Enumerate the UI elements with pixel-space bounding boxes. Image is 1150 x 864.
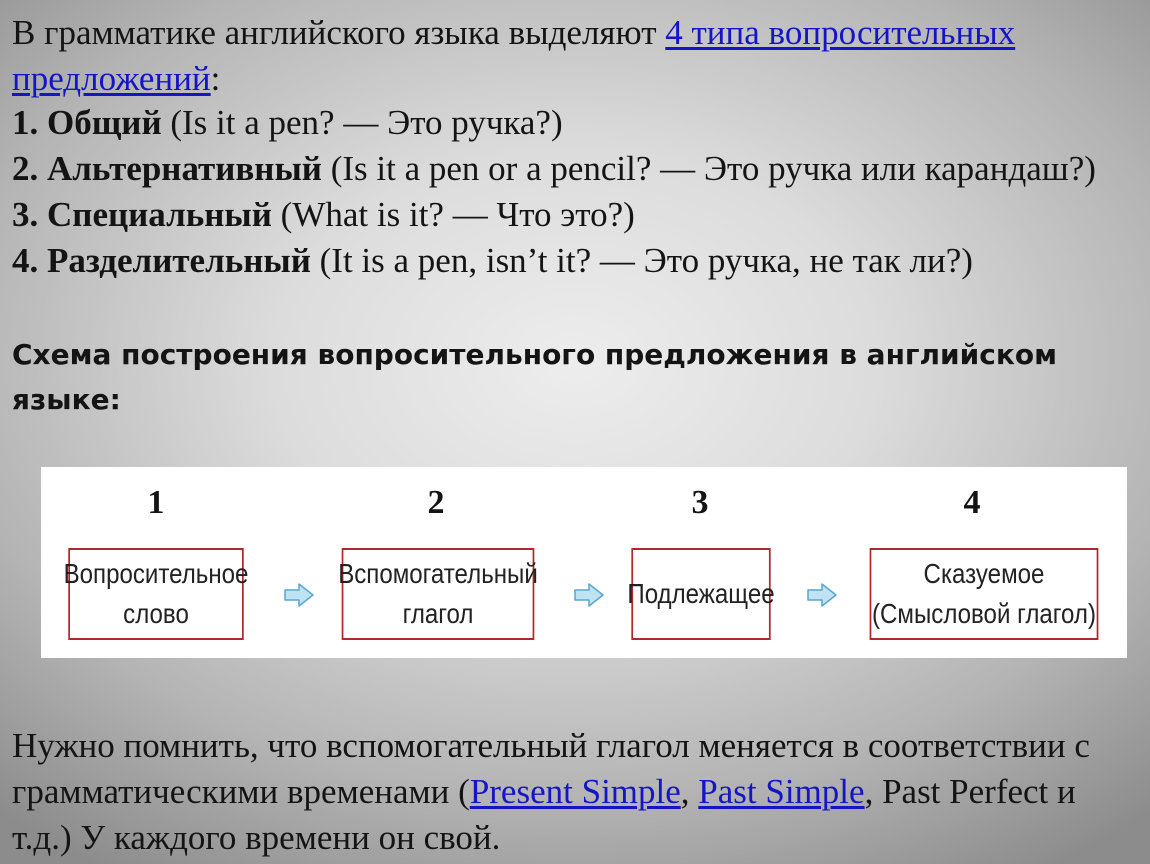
past-simple-link[interactable]: Past Simple — [698, 772, 865, 811]
question-types-list — [12, 100, 1132, 284]
step-label: (Смысловой глагол) — [872, 598, 1096, 629]
right-arrow-icon — [574, 583, 604, 607]
question-type-disjunctive — [12, 238, 1132, 284]
type-example: (It is a pen, isn’t it? — Это ручка, не так ли?) — [310, 241, 973, 280]
question-type-special — [12, 192, 1132, 238]
type-example: (Is it a pen? — Это ручка?) — [161, 103, 563, 142]
type-example: (Is it a pen or a pencil? — Это ручка или карандаш?) — [321, 149, 1096, 188]
step-label: Вспомогательный — [338, 558, 538, 589]
footer-separator: , — [680, 772, 699, 811]
type-term: 2. Альтернативный — [12, 149, 322, 188]
type-term: 4. Разделительный — [12, 241, 311, 280]
intro-colon: : — [210, 59, 221, 98]
right-arrow-icon — [284, 583, 314, 607]
step-label: Вопросительное — [63, 558, 249, 589]
footer-note — [12, 723, 1132, 861]
word-order-diagram — [41, 467, 1127, 658]
step-number: 4 — [963, 484, 981, 521]
type-example: (What is it? — Что это?) — [271, 195, 635, 234]
step-box-auxiliary-verb — [338, 548, 538, 640]
step-label: Сказуемое — [923, 558, 1045, 589]
step-label: глагол — [402, 598, 474, 629]
type-term: 3. Специальный — [12, 195, 272, 234]
step-number: 3 — [691, 484, 709, 521]
intro-text: В грамматике английского языка выделяют — [12, 13, 666, 52]
question-type-general — [12, 100, 1132, 146]
step-box-question-word — [63, 548, 249, 640]
step-label: Подлежащее — [627, 578, 775, 609]
type-term: 1. Общий — [12, 103, 162, 142]
question-types-link[interactable]: 4 типа вопросительных предложений — [12, 13, 1016, 98]
right-arrow-icon — [807, 583, 837, 607]
question-type-alternative — [12, 146, 1132, 192]
scheme-title: Схема построения вопросительного предложения в английском языке: — [12, 338, 1058, 416]
step-number: 1 — [147, 484, 165, 521]
step-box-subject — [627, 548, 775, 640]
step-box-predicate — [870, 548, 1099, 640]
step-number: 2 — [427, 484, 445, 521]
footer-text: Нужно помнить, что вспомогательный глагол меняется в соответствии с грамматическими временами ( — [12, 726, 1090, 811]
intro-paragraph — [12, 10, 1132, 102]
present-simple-link[interactable]: Present Simple — [469, 772, 681, 811]
step-label: слово — [123, 598, 189, 629]
footer-text: , Past Perfect и т.д.) У каждого времени он свой. — [12, 772, 1076, 857]
